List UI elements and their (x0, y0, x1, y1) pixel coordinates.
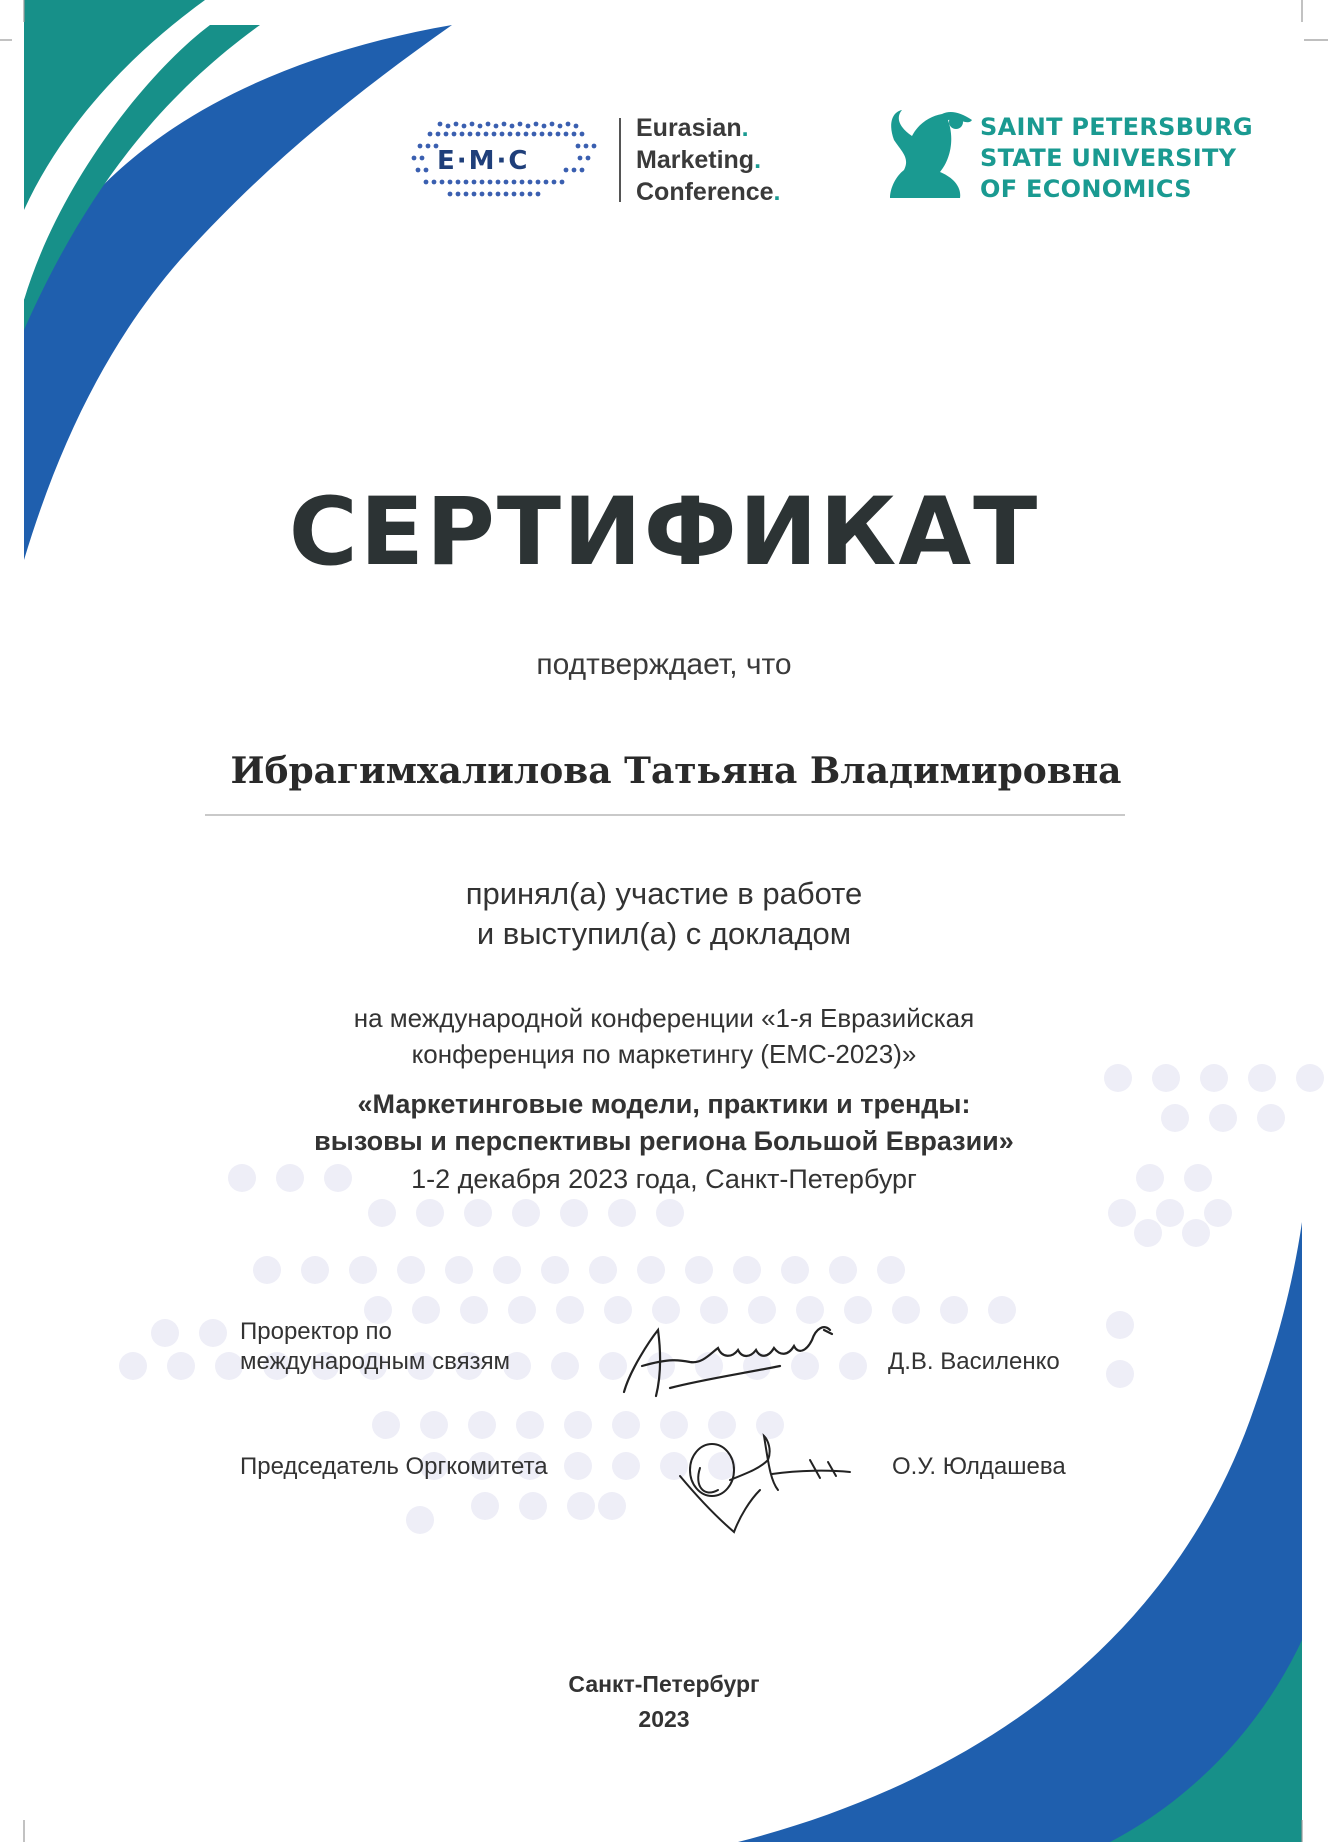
emc-dot (472, 192, 477, 197)
emc-dot (464, 180, 469, 185)
decor-dot (349, 1256, 377, 1284)
emc-dot (426, 144, 431, 149)
emc-dot (460, 132, 465, 137)
participation-line2: и выступил(а) с докладом (476, 916, 852, 951)
emc-dot (418, 144, 423, 149)
decor-dot (397, 1256, 425, 1284)
emc-dot (544, 180, 549, 185)
certificate-title: СЕРТИФИКАТ (288, 478, 1040, 587)
emc-dot (508, 132, 513, 137)
emc-dot (454, 122, 459, 127)
decor-dot (612, 1452, 640, 1480)
emc-dot (572, 168, 577, 173)
emc-dot (564, 132, 569, 137)
decor-dot (892, 1296, 920, 1324)
theme-line1: «Маркетинговые модели, практики и тренды: (357, 1089, 971, 1119)
decor-dot (516, 1411, 544, 1439)
decor-dot (598, 1492, 626, 1520)
emc-dot (500, 132, 505, 137)
decor-dot (733, 1256, 761, 1284)
emc-dot (452, 132, 457, 137)
emc-line2: Marketing (636, 146, 755, 174)
emc-dot (512, 180, 517, 185)
emc-dot (496, 192, 501, 197)
decor-dot (560, 1199, 588, 1227)
emc-dot (536, 180, 541, 185)
signatory-position-2: Председатель Оргкомитета (240, 1453, 548, 1480)
decor-dot (608, 1199, 636, 1227)
footer-city: Санкт-Петербург (568, 1671, 760, 1697)
theme-line2: вызовы и перспективы региона Большой Евразии» (314, 1126, 1014, 1156)
emc-dot (472, 180, 477, 185)
emc-dot (502, 122, 507, 127)
spb-line2: STATE UNIVERSITY (980, 144, 1237, 172)
emc-dot (456, 192, 461, 197)
emc-dot (448, 180, 453, 185)
emc-dot (484, 132, 489, 137)
signatory-name-2: О.У. Юлдашева (892, 1453, 1066, 1480)
emc-dot (446, 124, 451, 129)
emc-dot (468, 132, 473, 137)
emc-line3: Conference (636, 178, 774, 206)
emc-dot (520, 180, 525, 185)
decor-dot (420, 1411, 448, 1439)
conference-line1: на международной конференции «1-я Евразийская (353, 1003, 975, 1033)
decor-dot (988, 1296, 1016, 1324)
emc-dot (578, 156, 583, 161)
decor-dot (1134, 1219, 1162, 1247)
decor-dot (416, 1199, 444, 1227)
emc-dot (572, 132, 577, 137)
name-underline (205, 814, 1125, 816)
emc-dot (496, 180, 501, 185)
position-1-line2: международным связям (240, 1348, 511, 1375)
emc-dot (550, 122, 555, 127)
emc-dot (542, 124, 547, 129)
emc-dot (448, 192, 453, 197)
emc-dot (436, 132, 441, 137)
emc-dot (574, 124, 579, 129)
emc-dot (520, 192, 525, 197)
emc-dot (526, 124, 531, 129)
emc-dot (480, 192, 485, 197)
signature-vasilenko (610, 1300, 850, 1410)
decor-dot (556, 1296, 584, 1324)
decor-dot (551, 1352, 579, 1380)
decor-dot (368, 1199, 396, 1227)
emc-dot (440, 180, 445, 185)
emc-dot (492, 132, 497, 137)
confirms-text: подтверждает, что (536, 648, 792, 681)
position-1-line1: Проректор по (240, 1318, 392, 1345)
decor-dot (406, 1506, 434, 1534)
emc-badge: E·M·C (437, 146, 530, 176)
decor-dot (493, 1256, 521, 1284)
emc-dot (540, 132, 545, 137)
emc-dot (444, 132, 449, 137)
emc-dot (566, 122, 571, 127)
emc-dot (486, 122, 491, 127)
decor-dot (151, 1319, 179, 1347)
participation-line1: принял(а) участие в работе (465, 876, 863, 911)
decor-dot (301, 1256, 329, 1284)
conference-text (0, 1000, 1328, 1072)
emc-dot (534, 122, 539, 127)
decor-dot (1156, 1199, 1184, 1227)
emc-dot (580, 132, 585, 137)
decor-dot (519, 1492, 547, 1520)
decor-dot (372, 1411, 400, 1439)
emc-dot (518, 122, 523, 127)
emc-dot (424, 168, 429, 173)
emc-dot (470, 122, 475, 127)
decor-dot (685, 1256, 713, 1284)
decor-dot (781, 1256, 809, 1284)
decor-dot (1106, 1360, 1134, 1388)
decor-dot (541, 1256, 569, 1284)
footer-year: 2023 (638, 1706, 690, 1732)
emc-dot (504, 180, 509, 185)
emc-dot (504, 192, 509, 197)
theme-text (0, 1086, 1328, 1160)
emc-dot (420, 156, 425, 161)
emc-dot (592, 144, 597, 149)
emc-dot (512, 192, 517, 197)
emc-dot (586, 156, 591, 161)
decor-dot (1106, 1311, 1134, 1339)
signatory-name-1: Д.В. Василенко (888, 1348, 1060, 1375)
decor-dot (199, 1319, 227, 1347)
decor-dot (1182, 1219, 1210, 1247)
signature-yuldasheva (660, 1420, 860, 1540)
emc-dot (552, 180, 557, 185)
decor-dot (1108, 1199, 1136, 1227)
emc-dot (536, 192, 541, 197)
decor-dot (564, 1452, 592, 1480)
decor-dot (508, 1296, 536, 1324)
emc-dot (428, 132, 433, 137)
decor-dot (589, 1256, 617, 1284)
emc-dot (560, 180, 565, 185)
emc-dot (556, 132, 561, 137)
emc-dot (464, 192, 469, 197)
emc-dot (516, 132, 521, 137)
decor-dot (167, 1352, 195, 1380)
decor-dot (829, 1256, 857, 1284)
decor-dot (253, 1256, 281, 1284)
emc-dot (438, 122, 443, 127)
emc-dot (524, 132, 529, 137)
emc-dot (412, 156, 417, 161)
emc-logo-text: Eurasian. Marketing. Conference. (636, 114, 781, 206)
signatory-position-1 (240, 1317, 510, 1377)
griffin-icon (890, 110, 972, 198)
emc-dot (432, 180, 437, 185)
emc-dot (424, 180, 429, 185)
decor-dot (445, 1256, 473, 1284)
emc-dot (528, 192, 533, 197)
emc-dot (478, 124, 483, 129)
decor-dot (877, 1256, 905, 1284)
emc-dot (558, 124, 563, 129)
decor-dot (464, 1199, 492, 1227)
decor-dot (512, 1199, 540, 1227)
spb-line1: SAINT PETERSBURG (980, 113, 1253, 141)
spb-line3: OF ECONOMICS (980, 175, 1192, 203)
emc-dot (576, 144, 581, 149)
decor-dot (940, 1296, 968, 1324)
emc-dot (488, 180, 493, 185)
emc-dot (510, 124, 515, 129)
emc-dot (480, 180, 485, 185)
emc-dot (476, 132, 481, 137)
emc-dot (564, 168, 569, 173)
recipient-name: Ибрагимхалилова Татьяна Владимировна (230, 750, 1122, 792)
emc-dot (488, 192, 493, 197)
emc-line1: Eurasian (636, 114, 742, 142)
decor-dot (468, 1411, 496, 1439)
spbu-logo-text (980, 112, 1253, 205)
conference-line2: конференция по маркетингу (ЕМС-2023)» (411, 1039, 917, 1069)
decor-dot (564, 1411, 592, 1439)
emc-dot (548, 132, 553, 137)
decor-dot (471, 1492, 499, 1520)
emc-dot (584, 144, 589, 149)
decor-dot (637, 1256, 665, 1284)
participation-text (0, 874, 1328, 954)
decor-dot (612, 1411, 640, 1439)
emc-dot (462, 124, 467, 129)
decor-dot (215, 1352, 243, 1380)
emc-dot (456, 180, 461, 185)
emc-dot (416, 168, 421, 173)
emc-dot (494, 124, 499, 129)
emc-dot (528, 180, 533, 185)
decor-dot (1204, 1199, 1232, 1227)
decor-dot (656, 1199, 684, 1227)
decor-dot (567, 1492, 595, 1520)
event-dates: 1-2 декабря 2023 года, Санкт-Петербург (411, 1164, 917, 1194)
emc-dot (580, 168, 585, 173)
emc-dot (532, 132, 537, 137)
footer (0, 1667, 1328, 1737)
decor-dot (119, 1352, 147, 1380)
